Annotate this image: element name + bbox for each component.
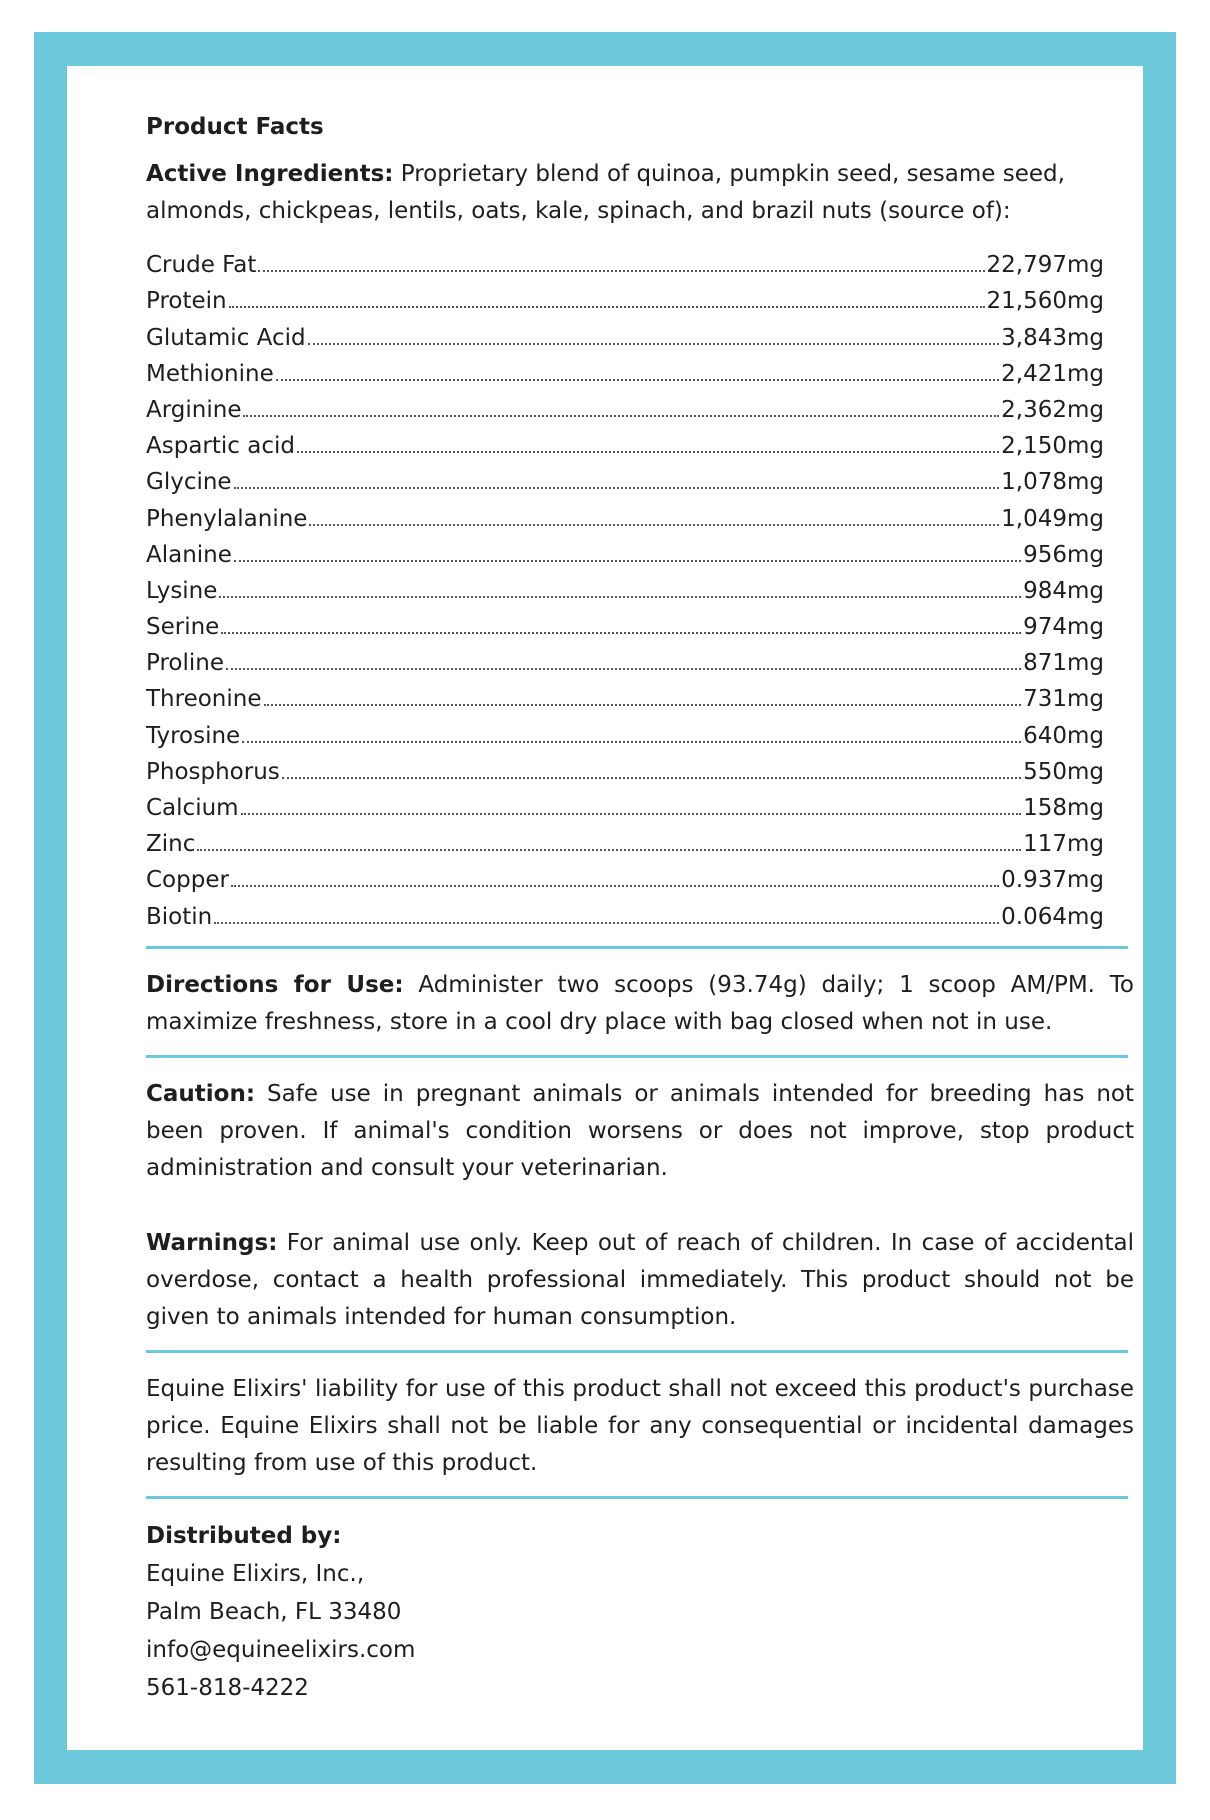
ingredient-name: Tyrosine [146, 722, 241, 749]
active-ingredients-text: Proprietary blend of quinoa, pumpkin seed, sesame seed, almonds, chickpeas, lentils, oats, kale, spinach, and brazil nuts (source of): [146, 161, 1065, 224]
warnings-text: For animal use only. Keep out of reach of children. In case of accidental overdose, contact a health professional immediately. This product should not be given to animals intended for human consumption. [146, 1229, 1134, 1330]
dot-leader [234, 487, 1000, 489]
dot-leader [219, 596, 1021, 598]
divider [146, 946, 1128, 949]
ingredient-amount: 956mg [1023, 541, 1104, 568]
ingredient-amount: 2,421mg [1001, 360, 1104, 387]
ingredient-row [146, 316, 1104, 352]
distributor-phone: 561-818-4222 [146, 1674, 309, 1701]
ingredient-amount: 21,560mg [986, 288, 1104, 315]
ingredient-row [146, 461, 1104, 497]
product-facts-title: Product Facts [146, 114, 324, 140]
ingredient-name: Calcium [146, 795, 239, 821]
dot-leader [276, 379, 999, 381]
ingredient-amount: 1,049mg [1001, 505, 1104, 532]
ingredient-name: Lysine [146, 577, 218, 604]
ingredient-amount: 2,150mg [1001, 433, 1104, 460]
ingredient-name: Phosphorus [146, 758, 280, 785]
ingredient-row [146, 353, 1104, 389]
ingredient-row [146, 678, 1104, 714]
label-border [34, 32, 1176, 1784]
ingredient-name: Glutamic Acid [146, 324, 306, 351]
ingredient-name: Proline [146, 650, 224, 677]
dot-leader [234, 560, 1021, 562]
ingredient-name: Methionine [146, 360, 274, 387]
dot-leader [264, 704, 1022, 706]
ingredient-amount: 984mg [1023, 577, 1104, 604]
ingredient-name: Biotin [146, 903, 213, 930]
ingredient-amount: 0.937mg [1001, 867, 1104, 894]
dot-leader [197, 849, 1021, 851]
ingredient-row [146, 389, 1104, 425]
ingredient-name: Copper [146, 867, 229, 894]
dot-leader [242, 741, 1021, 743]
warnings-label: Warnings: [146, 1229, 278, 1256]
ingredient-amount: 117mg [1023, 831, 1104, 858]
dot-leader [241, 813, 1022, 815]
distributor-block [146, 1517, 1134, 1707]
ingredient-row [146, 895, 1104, 931]
ingredient-name: Protein [146, 288, 227, 315]
dot-leader [226, 668, 1021, 670]
dot-leader [214, 922, 999, 924]
dot-leader [308, 343, 1000, 345]
label-panel [67, 66, 1143, 1750]
ingredient-amount: 3,843mg [1001, 324, 1104, 351]
directions-label: Directions for Use: [146, 971, 404, 998]
active-ingredients-paragraph [146, 156, 1134, 230]
ingredient-name: Arginine [146, 396, 242, 423]
ingredient-amount: 871mg [1023, 650, 1104, 677]
distributor-company: Equine Elixirs, Inc., [146, 1560, 365, 1587]
ingredient-amount: 1,078mg [1001, 469, 1104, 496]
divider [146, 1496, 1128, 1499]
caution-label: Caution: [146, 1080, 256, 1107]
ingredient-name: Phenylalanine [146, 505, 308, 532]
ingredient-amount: 2,362mg [1001, 396, 1104, 423]
ingredient-amount: 731mg [1023, 686, 1104, 713]
active-ingredients-label: Active Ingredients: [146, 161, 394, 187]
warnings-paragraph [146, 1225, 1134, 1336]
dot-leader [297, 451, 999, 453]
dot-leader [309, 524, 999, 526]
divider [146, 1350, 1128, 1353]
ingredient-row [146, 606, 1104, 642]
liability-paragraph: Equine Elixirs' liability for use of this product shall not exceed this product's purchase price. Equine Elixirs shall not be liable for any consequential or incidental damages resulting from use of this product. [146, 1375, 1134, 1476]
ingredient-row [146, 425, 1104, 461]
distributor-address: Palm Beach, FL 33480 [146, 1598, 402, 1625]
ingredient-row [146, 859, 1104, 895]
ingredient-amount: 974mg [1023, 614, 1104, 641]
ingredient-amount: 550mg [1023, 758, 1104, 785]
ingredient-row [146, 642, 1104, 678]
ingredient-row [146, 534, 1104, 570]
ingredient-name: Threonine [146, 686, 262, 713]
label-content [146, 112, 1134, 1707]
ingredient-row [146, 751, 1104, 787]
dot-leader [258, 270, 984, 272]
ingredient-name: Crude Fat [146, 252, 257, 279]
ingredient-amount: 158mg [1023, 795, 1104, 821]
dot-leader [229, 306, 985, 308]
ingredient-name: Serine [146, 614, 220, 641]
dot-leader [282, 777, 1021, 779]
ingredient-amount: 22,797mg [986, 252, 1104, 279]
ingredient-amount: 640mg [1023, 722, 1104, 749]
ingredient-row [146, 244, 1104, 280]
ingredient-name: Glycine [146, 469, 232, 496]
directions-paragraph [146, 967, 1134, 1041]
ingredient-row [146, 280, 1104, 316]
ingredient-row [146, 497, 1104, 533]
ingredient-amount: 0.064mg [1001, 903, 1104, 930]
ingredient-name: Aspartic acid [146, 433, 295, 460]
ingredient-row [146, 787, 1104, 823]
distributor-email: info@equineelixirs.com [146, 1636, 416, 1663]
ingredient-row [146, 570, 1104, 606]
caution-text: Safe use in pregnant animals or animals intended for breeding has not been proven. If animal's condition worsens or does not improve, stop product administration and consult your veterinarian. [146, 1080, 1134, 1181]
distributed-by-label: Distributed by: [146, 1522, 342, 1549]
directions-text: Administer two scoops (93.74g) daily; 1 scoop AM/PM. To maximize freshness, store in a cool dry place with bag closed when not in use. [146, 971, 1134, 1035]
caution-paragraph [146, 1076, 1134, 1187]
divider [146, 1055, 1128, 1058]
spacer [146, 1187, 1134, 1225]
dot-leader [221, 632, 1021, 634]
dot-leader [243, 415, 999, 417]
ingredient-list [146, 244, 1104, 932]
ingredient-name: Zinc [146, 831, 196, 858]
ingredient-name: Alanine [146, 541, 232, 568]
ingredient-row [146, 823, 1104, 859]
dot-leader [231, 885, 999, 887]
ingredient-row [146, 714, 1104, 750]
